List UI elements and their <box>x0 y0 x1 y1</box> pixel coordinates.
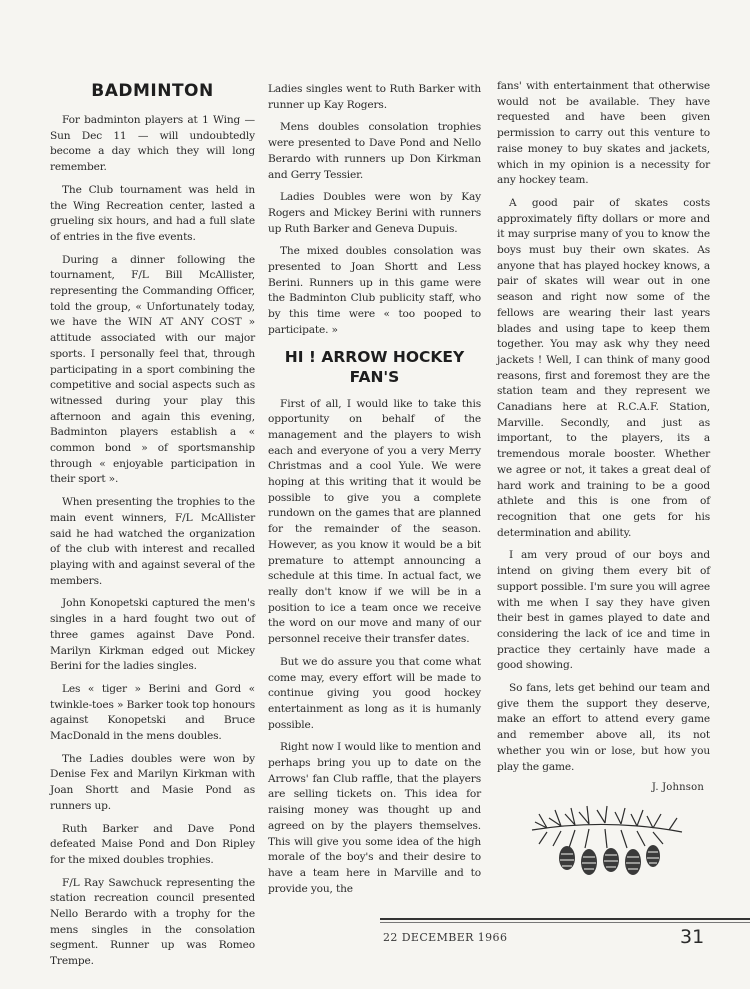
article-paragraph: John Konopetski captured the men's singles in a hard fought two out of three games against Dave Pond. Marilyn Kirkman edged out Mickey Berini for the ladies singles. <box>50 597 255 673</box>
hockey-column-3 <box>497 0 710 793</box>
footer-rule <box>380 918 750 920</box>
article-paragraph: The mixed doubles consolation was presented to Joan Shortt and Less Berini. Runners up in this game were the Badminton Club publicity staff, who by this time were « too pooped to participate. » <box>268 245 481 336</box>
article-paragraph: Les « tiger » Berini and Gord « twinkle-toes » Barker took top honours against Konopetski and Bruce MacDonald in the mens doubles. <box>50 682 255 743</box>
footer-rule-thin <box>380 922 750 923</box>
article-paragraph: When presenting the trophies to the main event winners, F/L McAllister said he had watched the organization of the club with interest and recalled playing with and against several of the members. <box>50 496 255 587</box>
pine-cone-branch-icon <box>527 782 687 886</box>
badminton-heading: BADMINTON <box>91 81 214 101</box>
footer-date: 22 DECEMBER 1966 <box>383 931 508 944</box>
badminton-column-1 <box>50 0 255 977</box>
article-paragraph: Mens doubles consolation trophies were presented to Dave Pond and Nello Berardo with runners up Don Kirkman and Gerry Tessier. <box>268 121 481 181</box>
article-paragraph: But we do assure you that come what come may, every effort will be made to continue giving you good hockey entertainment as long as it is humanly possible. <box>268 655 481 731</box>
article-paragraph: A good pair of skates costs approximately fifty dollars or more and it may surprise many of you to know the boys must buy their own skates. As anyone that has played hockey knows, a pair of skates will wear out in one season and right now some of the fellows are wearing their last years blades and using tape to keep them together. You may ask why they need jackets ! Well, I can think of many good reasons, first and foremost they are the station team and they represent we Canadians here at R.C.A.F. Station, Marville. Secondly, and just as important, to the players, its a tremendous morale booster. Whether we agree or not, it takes a great deal of hard work and training to be a good athlete and this is one from of recognition that one gets for his determination and ability. <box>497 196 710 539</box>
article-paragraph: Ladies singles went to Ruth Barker with runner up Kay Rogers. <box>268 83 481 111</box>
article-paragraph: I am very proud of our boys and intend on giving them every bit of support possible. I'm sure you will agree with me when I say they have given their best in games played to date and considering the lack of ice and time in practice they certainly have made a good showing. <box>497 549 710 672</box>
article-paragraph: First of all, I would like to take this opportunity on behalf of the management and the players to wish each and everyone of you a very Merry Christmas and a cool Yule. We were hoping at this writing that it would be possible to give you a complete rundown on the games that are planned for the remainder of the season. However, as you know it would be a bit premature to attempt announcing a schedule at this time. In actual fact, we really don't know if we will be in a position to ice a team once we receive the word on our move and many of our personnel receive their transfer dates. <box>268 397 481 646</box>
page-number: 31 <box>680 926 705 948</box>
author-signature: J. Johnson <box>651 782 704 794</box>
article-paragraph: F/L Ray Sawchuck representing the station recreation council presented Nello Berardo with a trophy for the mens singles in the consolation segment. Runner up was Romeo Trempe. <box>50 876 255 968</box>
hockey-heading: HI ! ARROW HOCKEY FAN'S <box>284 347 465 386</box>
article-paragraph: For badminton players at 1 Wing — Sun Dec 11 — will undoubtedly become a day which they will long remember. <box>50 114 255 174</box>
article-paragraph: The Ladies doubles were won by Denise Fex and Marilyn Kirkman with Joan Shortt and Masie Pond as runners up. <box>50 752 255 812</box>
middle-column <box>268 0 481 904</box>
article-paragraph: Ladies Doubles were won by Kay Rogers and Mickey Berini with runners up Ruth Barker and Geneva Dupuis. <box>268 191 481 235</box>
article-paragraph: The Club tournament was held in the Wing Recreation center, lasted a grueling six hours, and had a full slate of entries in the five events. <box>50 183 255 243</box>
article-paragraph: Ruth Barker and Dave Pond defeated Maise Pond and Don Ripley for the mixed doubles trophies. <box>50 822 255 866</box>
article-paragraph: During a dinner following the tournament, F/L Bill McAllister, representing the Commanding Officer, told the group, « Unfortunately today, we have the WIN AT ANY COST » attitude associated with our major sports. I personally feel that, through participating in a sport combining the competitive and social aspects such as witnessed during your play this afternoon and again this evening, Badminton players establish a « common bond » of sportsmanship through « enjoyable participation in their sport ». <box>50 253 255 486</box>
article-paragraph: fans' with entertainment that otherwise would not be available. They have requested and have been given permission to carry out this venture to raise money to buy skates and jackets, which in my opinion is a necessity for any hockey team. <box>497 80 710 187</box>
article-paragraph: So fans, lets get behind our team and give them the support they deserve, make an effort to attend every game and remember above all, its not whether you win or lose, but how you play the game. <box>497 682 710 773</box>
article-paragraph: Right now I would like to mention and perhaps bring you up to date on the Arrows' fan Club raffle, that the players are selling tickets on. This idea for raising money was thought up and agreed on by the players themselves. This will give you some idea of the high morale of the boy's and their desire to have a team here in Marville and to provide you, the <box>268 741 481 895</box>
